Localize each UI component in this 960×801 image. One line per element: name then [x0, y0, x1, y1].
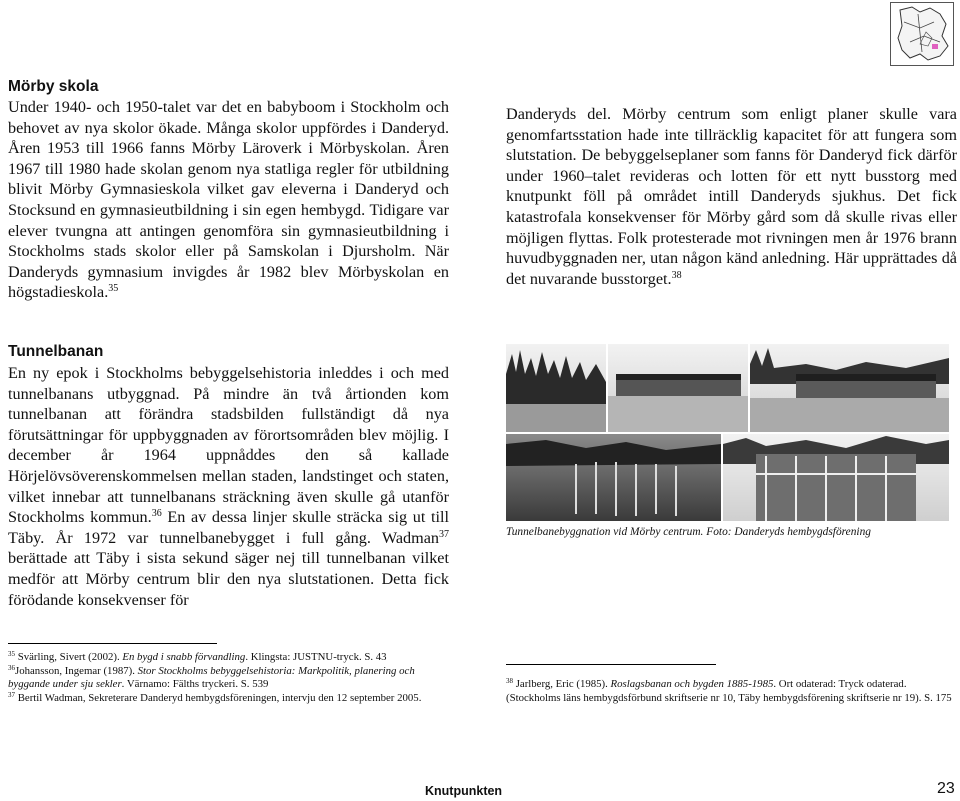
footnote-ref-36[interactable]: 36 [151, 508, 162, 520]
tunnelbanan-text-c: berättade att Täby i sista sekund säger nej till tunnelbanan vilket medför att Mörby centrum blir den nya slutstationen. Detta fick förödande konsekvenser för [8, 549, 449, 609]
footer-publication-title: Knutpunkten [425, 784, 503, 798]
footnote-35: $^{35}$ Svärling, Sivert (2002). En bygd i snabb förvandling. Klingsta: JUSTNU-tryck. S. 43 [8, 650, 387, 663]
morby-skola-text: Under 1940- och 1950-talet var det en babyboom i Stockholm och behovet av nya skolor ökade. Många skolor uppfördes i Danderyd. Åren 1953 till 1966 fanns Mörby Läroverk i Mörbyskolan. Åren 1967 till 1980 hade skolan genom nya statliga regler för utbildning blivit Mörby Gymnasieskola vilket gav eleverna i Danderyd och Stocksund en gymnasieutbildning i sin egen hembygd. Tidigare var elever tvungna att antingen genomföra sin gymnasieutbildning i Stockholms stads skolor eller på Samskolan i Djursholm. När Danderyds gymnasium invigdes år 1982 blev Mörbyskolan en högstadieskola. [8, 98, 449, 302]
right-column-text: Danderyds del. Mörby centrum som enligt planer skulle vara genomfartsstation hade inte tillräcklig kapacitet för att fungera som slutstation. De bebyggelseplaner som fanns för Danderyd fick därför under 1960–talet revideras och lotten för ett nytt busstorg med knutpunkt föll på området intill Danderyds sjukhus. Det fick katastrofala konsekvenser för Mörby gård som då skulle rivas eller möjligen flyttas. Folk protesterade mot rivningen men år 1976 brann huvudbyggnaden ner, utan någon känd anledning. Här upprättades då det nuvarande busstorget. [506, 105, 957, 288]
footnote-38: $^{38}$ Jarlberg, Eric (1985). Roslagsbanan och bygden 1885-1985. Ort odaterad: Tryck odaterad. (Stockholms läns hembygdsförbund skriftserie nr 10, Täby hembygdsförening skriftserie nr 19). S. 175 [506, 677, 952, 704]
morby-skola-paragraph [8, 97, 449, 303]
right-column [506, 104, 957, 289]
footnote-ref-38[interactable]: 38 [671, 269, 682, 281]
footnote-36: $^{36}$Johansson, Ingemar (1987). Stor Stockholms bebyggelsehistoria: Markpolitik, planering och byggande under sju sekler. Värnamo: Fälths tryckeri. S. 539 [8, 663, 415, 690]
tunnelbanan-text-a: En ny epok i Stockholms bebyggelsehistoria inleddes i och med tunnelbanans utbyggnad. På mindre än två årtionden kom tunnelbanan att förändra stadsbilden fullständigt då nya förutsättningar för uppbyggnaden av förortsområden blev möjlig. I december år 1964 uppnåddes den så kallade Hörjelövsöverenskommelsen mellan staden, landstinget och staten, vilket innebar att tunnelbanans sträckning även skulle gå utanför Stockholms kommun. [8, 364, 449, 527]
photo-caption: Tunnelbanebyggnation vid Mörby centrum. Foto: Danderyds hembygdsförening [506, 526, 871, 538]
region-map-thumbnail [890, 2, 954, 66]
page-number: 23 [937, 780, 955, 797]
right-column-paragraph [506, 104, 957, 289]
tunnelbanan-text-b: En av dessa linjer skulle sträcka sig ut till Täby. År 1972 var tunnelbanebygget i full gång. Wadman [8, 508, 449, 547]
footnote-divider-left [8, 643, 217, 644]
construction-photo [506, 344, 949, 521]
footnote-37: $^{37}$ Bertil Wadman, Sekreterare Danderyd hembygdsföreningen, intervju den 12 september 2005. [8, 690, 422, 704]
footnote-ref-37[interactable]: 37 [439, 528, 449, 540]
tunnelbanan-paragraph [8, 363, 449, 610]
section-heading-morby-skola: Mörby skola [8, 78, 99, 95]
footnotes-left [8, 651, 453, 705]
section-heading-tunnelbanan: Tunnelbanan [8, 343, 104, 360]
footnotes-right [506, 678, 958, 705]
footnote-divider-right [506, 664, 716, 665]
footnote-ref-35[interactable]: 35 [108, 283, 119, 295]
left-column [8, 77, 449, 303]
